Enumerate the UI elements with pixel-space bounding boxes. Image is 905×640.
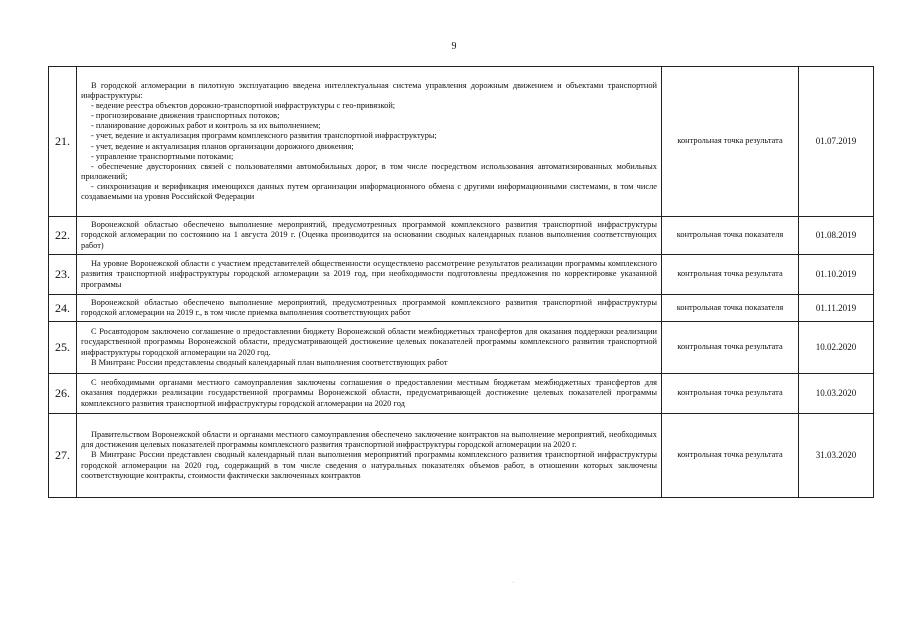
- event-description: [77, 374, 662, 414]
- description-bullet: - управление транспортными потоками;: [91, 151, 234, 161]
- event-description: [77, 295, 662, 322]
- description-bullet: - ведение реестра объектов дорожно-транспортной инфраструктуры с гео-привязкой;: [91, 101, 396, 111]
- table-row: [49, 295, 874, 322]
- description-bullet: - планирование дорожных работ и контроль за их выполнением;: [91, 121, 321, 131]
- description-paragraph: Правительством Воронежской области и органами местного самоуправления обеспечено заключение контрактов на выполнение мероприятий, необходимых для достижения целевых показателей программы комплексного развития транспортной инфраструктуры городской агломерации на 2020 г.: [81, 430, 657, 450]
- table-row: [49, 217, 874, 255]
- control-point-type: контрольная точка показателя: [662, 217, 799, 255]
- description-bullet: - синхронизация и верификация имеющихся данных путем организации информационного обмена с другими информационными системами, в том числе создаваемыми на уровня Российской Федерации: [81, 181, 657, 201]
- page-number: 9: [451, 41, 457, 52]
- description-paragraph: Воронежской областью обеспечено выполнение мероприятий, предусмотренных программой комплексного развития транспортной инфраструктуры городской агломерации на 2019 г., в том числе приемка выполнения соответствующих работ: [81, 297, 657, 317]
- row-number: 27.: [49, 414, 77, 498]
- description-paragraph: Воронежской областью обеспечено выполнение мероприятий, предусмотренных программой комплексного развития транспортной инфраструктуры городской агломерации по состоянию на 1 августа 2019 г. (Оценка производится на основании сводных календарных планов выполнения соответствующих работ): [81, 220, 657, 250]
- description-paragraph: В Минтранс России представлены сводный календарный план выполнения соответствующих работ: [91, 357, 448, 367]
- row-number: 22.: [49, 217, 77, 255]
- control-point-type: контрольная точка результата: [662, 67, 799, 217]
- control-point-type: контрольная точка результата: [662, 374, 799, 414]
- description-paragraph: С необходимыми органами местного самоуправления заключены соглашения о предоставлении местным бюджетам межбюджетных трансфертов для оказания поддержки реализации государственной программы Воронежской области, предусматривающей достижение целевых показателей программы комплексного развития транспортной инфраструктуры городской агломерации на 2020 год: [81, 378, 657, 408]
- deadline-date: 01.11.2019: [799, 295, 874, 322]
- control-points-table: [48, 66, 874, 498]
- event-description: [77, 217, 662, 255]
- event-description: [77, 67, 662, 217]
- deadline-date: 01.08.2019: [799, 217, 874, 255]
- deadline-date: 31.03.2020: [799, 414, 874, 498]
- row-number: 21.: [49, 67, 77, 217]
- description-bullet: - учет, ведение и актуализация программ комплексного развития транспортной инфраструктуры;: [91, 131, 437, 141]
- event-description: [77, 322, 662, 374]
- table-row: [49, 255, 874, 295]
- table-row: [49, 67, 874, 217]
- row-number: 26.: [49, 374, 77, 414]
- row-number: 24.: [49, 295, 77, 322]
- control-point-type: контрольная точка результата: [662, 414, 799, 498]
- row-number: 23.: [49, 255, 77, 295]
- description-bullet: - учет, ведение и актуализация планов организации дорожного движения;: [91, 141, 354, 151]
- table-row: [49, 322, 874, 374]
- control-point-type: контрольная точка результата: [662, 255, 799, 295]
- description-paragraph: В городской агломерации в пилотную эксплуатацию введена интеллектуальная система управления дорожным движением и объектами транспортной инфраструктуры:: [81, 80, 657, 101]
- description-bullet: - обеспечение двусторонних связей с пользователями автомобильных дорог, в том числе посредством использования автоматизированных мобильных приложений;: [81, 161, 657, 181]
- description-bullet: - прогнозирование движения транспортных потоков;: [91, 111, 280, 121]
- deadline-date: 10.02.2020: [799, 322, 874, 374]
- scan-speck: ·: [512, 580, 514, 586]
- control-point-type: контрольная точка показателя: [662, 295, 799, 322]
- control-point-type: контрольная точка результата: [662, 322, 799, 374]
- description-paragraph: На уровне Воронежской области с участием представителей общественности осуществлено рассмотрение результатов реализации программы комплексного развития транспортной инфраструктуры городской агломерации за 2019 год, при необходимости подготовлены предложения по корректировке указанной программы: [81, 259, 657, 289]
- event-description: [77, 255, 662, 295]
- table-row: [49, 374, 874, 414]
- description-paragraph: В Минтранс России представлен сводный календарный план выполнения мероприятий программы комплексного развития транспортной инфраструктуры городской агломерации на 2020 год, содержащий в том числе сведения о натуральных показателях объемов работ, в отношении которых заключены соответствующие контракты, стоимости фактически заключенных контрактов: [81, 450, 657, 480]
- event-description: [77, 414, 662, 498]
- description-paragraph: С Росавтодором заключено соглашение о предоставлении бюджету Воронежской области межбюджетных трансфертов для оказания поддержки реализации государственной программы Воронежской области, предусматривающей достижение целевых показателей программы комплексного развития транспортной инфраструктуры городской агломерации на 2020 год.: [81, 327, 657, 357]
- row-number: 25.: [49, 322, 77, 374]
- table-row: [49, 414, 874, 498]
- deadline-date: 01.07.2019: [799, 67, 874, 217]
- deadline-date: 01.10.2019: [799, 255, 874, 295]
- deadline-date: 10.03.2020: [799, 374, 874, 414]
